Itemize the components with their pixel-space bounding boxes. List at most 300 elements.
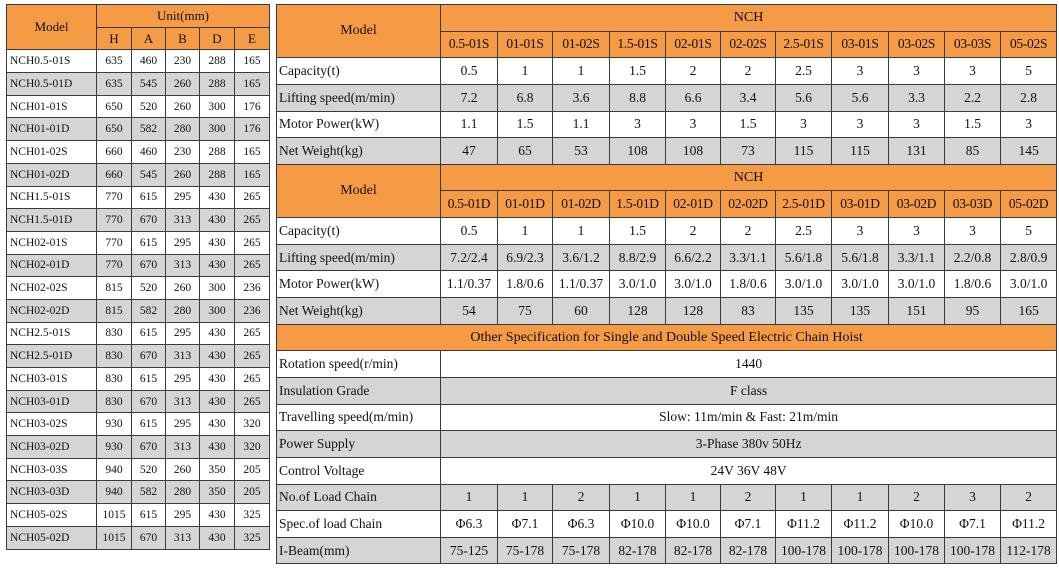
table-row (7, 277, 270, 300)
dimension-value: 430 (200, 504, 235, 527)
spec-value: 1 (441, 484, 498, 511)
spec-value: 1 (832, 484, 889, 511)
spec-value: Φ7.1 (498, 511, 553, 538)
table-row (7, 50, 270, 73)
spec-value: 85 (945, 138, 1001, 165)
spec-value: 3.0/1.0 (832, 271, 889, 298)
spec-value: 3 (776, 111, 832, 138)
dimension-value: 770 (97, 231, 132, 254)
spec-value: 0.5 (441, 58, 498, 85)
dimension-value: 830 (97, 345, 132, 368)
spec-value: Φ7.1 (945, 511, 1001, 538)
dimension-value: 313 (166, 209, 200, 232)
dimension-value: 770 (97, 254, 132, 277)
other-spec-row (277, 457, 1057, 484)
model-code: 03-01D (832, 191, 889, 218)
series-label: NCH (441, 164, 1057, 191)
dimension-value: 615 (132, 186, 166, 209)
spec-value: 2.2/0.8 (945, 244, 1001, 271)
spec-value: 3.3/1.1 (889, 244, 945, 271)
dimension-value: 1015 (97, 504, 132, 527)
dimension-value: 830 (97, 368, 132, 391)
dimension-value: 265 (235, 322, 270, 345)
spec-row (277, 111, 1057, 138)
chain-spec-row (277, 484, 1057, 511)
column-header: E (235, 27, 270, 50)
model-name: NCH05-02S (7, 504, 97, 527)
dimension-value: 660 (97, 163, 132, 186)
spec-value: 2 (666, 218, 721, 245)
spec-value: 6.9/2.3 (498, 244, 553, 271)
dimension-value: 236 (235, 299, 270, 322)
spec-value: 0.5 (441, 218, 498, 245)
dimension-value: 265 (235, 254, 270, 277)
spec-value: Φ11.2 (776, 511, 832, 538)
spec-value: 1440 (441, 351, 1057, 378)
dimension-value: 430 (200, 345, 235, 368)
dimension-value: 288 (200, 163, 235, 186)
model-code: 01-02S (553, 31, 610, 58)
dimension-value: 260 (166, 458, 200, 481)
dimension-value: 265 (235, 368, 270, 391)
chain-spec-row (277, 511, 1057, 538)
spec-value: 1 (776, 484, 832, 511)
spec-value: 3-Phase 380v 50Hz (441, 431, 1057, 458)
table-row (7, 458, 270, 481)
model-name: NCH02-02D (7, 299, 97, 322)
dimension-value: 650 (97, 95, 132, 118)
model-name: NCH01-02D (7, 163, 97, 186)
spec-value: 1 (610, 484, 666, 511)
spec-value: 3 (610, 111, 666, 138)
spec-value: Φ10.0 (889, 511, 945, 538)
spec-value: Φ7.1 (721, 511, 776, 538)
spec-value: 2.8/0.9 (1001, 244, 1057, 271)
table-row (7, 526, 270, 549)
spec-value: 7.2/2.4 (441, 244, 498, 271)
spec-value: 1.5 (610, 58, 666, 85)
spec-value: 3 (832, 218, 889, 245)
spec-label: Spec.of load Chain (277, 511, 441, 538)
unit-header: Unit(mm) (97, 5, 270, 28)
model-name: NCH03-03S (7, 458, 97, 481)
model-code: 01-01S (498, 31, 553, 58)
dimension-value: 582 (132, 481, 166, 504)
dimension-value: 615 (132, 322, 166, 345)
spec-value: 115 (832, 138, 889, 165)
spec-value: 3.0/1.0 (666, 271, 721, 298)
spec-value: 135 (776, 298, 832, 325)
model-name: NCH0.5-01S (7, 50, 97, 73)
spec-value: 1.1 (441, 111, 498, 138)
spec-value: 1.1/0.37 (553, 271, 610, 298)
dimension-value: 660 (97, 141, 132, 164)
dimension-value: 165 (235, 163, 270, 186)
model-name: NCH01-01D (7, 118, 97, 141)
spec-value: 3 (889, 58, 945, 85)
spec-value: 1.5 (945, 111, 1001, 138)
spec-label: Motor Power(kW) (277, 271, 441, 298)
dimension-value: 236 (235, 277, 270, 300)
dimension-value: 350 (200, 481, 235, 504)
dimension-value: 176 (235, 118, 270, 141)
model-name: NCH1.5-01D (7, 209, 97, 232)
spec-label: Capacity(t) (277, 218, 441, 245)
model-code: 03-02S (889, 31, 945, 58)
spec-value: Φ10.0 (610, 511, 666, 538)
model-code: 02-02D (721, 191, 776, 218)
table-row (7, 73, 270, 96)
dimension-value: 430 (200, 526, 235, 549)
spec-value: 3 (945, 218, 1001, 245)
model-code: 2.5-01D (776, 191, 832, 218)
spec-value: 3 (1001, 111, 1057, 138)
spec-label: Capacity(t) (277, 58, 441, 85)
table-row (7, 390, 270, 413)
single-speed-header-row (277, 5, 1057, 32)
dimension-value: 460 (132, 141, 166, 164)
other-spec-title: Other Specification for Single and Double Speed Electric Chain Hoist (277, 324, 1057, 351)
spec-value: 8.8 (610, 84, 666, 111)
spec-value: Φ10.0 (666, 511, 721, 538)
spec-value: 83 (721, 298, 776, 325)
dimension-value: 830 (97, 322, 132, 345)
model-code: 03-02D (889, 191, 945, 218)
table-row (7, 368, 270, 391)
model-label: Model (277, 164, 441, 217)
spec-value: 2 (553, 484, 610, 511)
spec-value: 112-178 (1001, 537, 1057, 564)
dimension-value: 320 (235, 436, 270, 459)
table-row (7, 481, 270, 504)
spec-label: No.of Load Chain (277, 484, 441, 511)
dimension-value: 313 (166, 526, 200, 549)
model-name: NCH2.5-01D (7, 345, 97, 368)
spec-value: 5.6 (832, 84, 889, 111)
table-row (7, 254, 270, 277)
series-label: NCH (441, 5, 1057, 32)
dimension-value: 670 (132, 254, 166, 277)
dimension-value: 265 (235, 231, 270, 254)
spec-value: 75-178 (553, 537, 610, 564)
spec-value: 3 (832, 58, 889, 85)
spec-value: 3 (889, 218, 945, 245)
spec-value: 75-178 (498, 537, 553, 564)
model-name: NCH2.5-01S (7, 322, 97, 345)
dimension-value: 670 (132, 209, 166, 232)
dimension-value: 940 (97, 481, 132, 504)
model-code: 0.5-01S (441, 31, 498, 58)
spec-value: 54 (441, 298, 498, 325)
spec-value: 3.6/1.2 (553, 244, 610, 271)
spec-value: 3.3 (889, 84, 945, 111)
spec-value: 145 (1001, 138, 1057, 165)
dimension-value: 670 (132, 436, 166, 459)
spec-value: 3.0/1.0 (776, 271, 832, 298)
dimension-value: 313 (166, 390, 200, 413)
dimension-value: 430 (200, 186, 235, 209)
dimension-value: 260 (166, 73, 200, 96)
dimension-value: 815 (97, 299, 132, 322)
spec-value: 1.5 (610, 218, 666, 245)
dimension-value: 265 (235, 345, 270, 368)
dimension-value: 582 (132, 299, 166, 322)
spec-value: 165 (1001, 298, 1057, 325)
model-code: 02-02S (721, 31, 776, 58)
spec-value: 1.8/0.6 (945, 271, 1001, 298)
model-code: 03-01S (832, 31, 889, 58)
table-row (7, 299, 270, 322)
spec-value: 3.4 (721, 84, 776, 111)
chain-spec-row (277, 537, 1057, 564)
spec-value: 1 (498, 484, 553, 511)
spec-value: 82-178 (666, 537, 721, 564)
dimension-value: 295 (166, 322, 200, 345)
spec-label: Rotation speed(r/min) (277, 351, 441, 378)
spec-value: 3 (945, 484, 1001, 511)
spec-value: 128 (610, 298, 666, 325)
spec-value: 1.5 (498, 111, 553, 138)
spec-label: Travelling speed(m/min) (277, 404, 441, 431)
model-name: NCH01-01S (7, 95, 97, 118)
dimension-value: 165 (235, 73, 270, 96)
dimension-header-row (7, 5, 270, 28)
dimension-value: 280 (166, 118, 200, 141)
dimension-value: 430 (200, 209, 235, 232)
dimension-value: 670 (132, 526, 166, 549)
dimension-value: 260 (166, 277, 200, 300)
dimension-value: 1015 (97, 526, 132, 549)
spec-value: 128 (666, 298, 721, 325)
model-name: NCH01-02S (7, 141, 97, 164)
dimension-value: 545 (132, 163, 166, 186)
model-name: NCH03-03D (7, 481, 97, 504)
column-header: H (97, 27, 132, 50)
dimension-value: 165 (235, 141, 270, 164)
dimension-value: 430 (200, 436, 235, 459)
dimension-value: 520 (132, 95, 166, 118)
spec-value: 2.8 (1001, 84, 1057, 111)
spec-value: 47 (441, 138, 498, 165)
spec-value: 1.8/0.6 (498, 271, 553, 298)
dimension-value: 615 (132, 368, 166, 391)
dimension-value: 313 (166, 436, 200, 459)
dimension-value: 430 (200, 413, 235, 436)
other-spec-row (277, 351, 1057, 378)
model-code: 02-01S (666, 31, 721, 58)
spec-value: 7.2 (441, 84, 498, 111)
dimension-value: 288 (200, 141, 235, 164)
spec-value: 151 (889, 298, 945, 325)
dimension-value: 295 (166, 504, 200, 527)
dimension-value: 615 (132, 413, 166, 436)
table-row (7, 186, 270, 209)
other-spec-row (277, 404, 1057, 431)
table-row (7, 436, 270, 459)
dimension-value: 670 (132, 345, 166, 368)
dimension-value: 313 (166, 345, 200, 368)
model-code: 05-02S (1001, 31, 1057, 58)
model-code: 1.5-01S (610, 31, 666, 58)
spec-label: Motor Power(kW) (277, 111, 441, 138)
spec-value: Φ11.2 (832, 511, 889, 538)
dimension-value: 770 (97, 209, 132, 232)
model-code: 0.5-01D (441, 191, 498, 218)
dimension-value: 300 (200, 277, 235, 300)
dimension-value: 430 (200, 390, 235, 413)
dimension-value: 830 (97, 390, 132, 413)
spec-row (277, 58, 1057, 85)
dimension-value: 288 (200, 50, 235, 73)
spec-value: Φ6.3 (441, 511, 498, 538)
dimension-value: 300 (200, 299, 235, 322)
spec-value: 5.6/1.8 (832, 244, 889, 271)
spec-value: 3.3/1.1 (721, 244, 776, 271)
dimension-value: 930 (97, 436, 132, 459)
spec-value: 100-178 (889, 537, 945, 564)
dimension-value: 300 (200, 95, 235, 118)
dimension-value: 313 (166, 254, 200, 277)
dimension-value: 460 (132, 50, 166, 73)
dimension-value: 280 (166, 299, 200, 322)
spec-value: 131 (889, 138, 945, 165)
dimension-value: 520 (132, 277, 166, 300)
spec-value: 2 (721, 484, 776, 511)
double-speed-header-row (277, 164, 1057, 191)
spec-value: 6.6/2.2 (666, 244, 721, 271)
dimension-value: 430 (200, 322, 235, 345)
dimension-value: 430 (200, 231, 235, 254)
spec-value: 3 (666, 111, 721, 138)
spec-value: 1 (666, 484, 721, 511)
model-code: 1.5-01D (610, 191, 666, 218)
spec-label: Control Voltage (277, 457, 441, 484)
spec-value: 100-178 (945, 537, 1001, 564)
table-row (7, 345, 270, 368)
dimension-value: 265 (235, 390, 270, 413)
spec-value: 3 (832, 111, 889, 138)
spec-value: 82-178 (610, 537, 666, 564)
spec-value: 108 (666, 138, 721, 165)
spec-label: Net Weight(kg) (277, 138, 441, 165)
spec-value: 1 (498, 58, 553, 85)
dimension-value: 295 (166, 231, 200, 254)
other-spec-row (277, 377, 1057, 404)
dimension-value: 295 (166, 186, 200, 209)
spec-label: Lifting speed(m/min) (277, 244, 441, 271)
dimension-value: 300 (200, 118, 235, 141)
spec-value: 24V 36V 48V (441, 457, 1057, 484)
model-name: NCH05-02D (7, 526, 97, 549)
spec-value: 1 (553, 58, 610, 85)
spec-value: 82-178 (721, 537, 776, 564)
spec-value: 2 (721, 58, 776, 85)
spec-value: 75 (498, 298, 553, 325)
spec-value: 6.6 (666, 84, 721, 111)
dimension-value: 230 (166, 50, 200, 73)
spec-value: 115 (776, 138, 832, 165)
spec-value: 3.6 (553, 84, 610, 111)
spec-row (277, 218, 1057, 245)
spec-label: I-Beam(mm) (277, 537, 441, 564)
dimension-value: 260 (166, 95, 200, 118)
spec-row (277, 271, 1057, 298)
dimension-value: 520 (132, 458, 166, 481)
dimension-value: 670 (132, 390, 166, 413)
spec-value: 2.5 (776, 58, 832, 85)
column-header: B (166, 27, 200, 50)
dimension-value: 615 (132, 504, 166, 527)
dimension-value: 280 (166, 481, 200, 504)
spec-label: Net Weight(kg) (277, 298, 441, 325)
spec-value: 135 (832, 298, 889, 325)
spec-value: 2 (721, 218, 776, 245)
spec-value: 6.8 (498, 84, 553, 111)
spec-value: 5.6/1.8 (776, 244, 832, 271)
model-code: 05-02D (1001, 191, 1057, 218)
table-row (7, 163, 270, 186)
dimension-value: 545 (132, 73, 166, 96)
other-spec-row (277, 431, 1057, 458)
dimension-value: 165 (235, 50, 270, 73)
spec-value: 1.1/0.37 (441, 271, 498, 298)
spec-value: 1 (498, 218, 553, 245)
spec-value: 2.5 (776, 218, 832, 245)
dimension-value: 230 (166, 141, 200, 164)
model-name: NCH02-01S (7, 231, 97, 254)
spec-value: 65 (498, 138, 553, 165)
dimension-value: 295 (166, 413, 200, 436)
dimension-value: 176 (235, 95, 270, 118)
spec-row (277, 84, 1057, 111)
spec-value: 95 (945, 298, 1001, 325)
table-row (7, 504, 270, 527)
other-title-row (277, 324, 1057, 351)
dimension-value: 930 (97, 413, 132, 436)
dimension-value: 295 (166, 368, 200, 391)
spec-value: 100-178 (832, 537, 889, 564)
dimension-value: 350 (200, 458, 235, 481)
spec-value: 5 (1001, 58, 1057, 85)
dimension-value: 582 (132, 118, 166, 141)
dimension-value: 635 (97, 50, 132, 73)
model-name: NCH03-01D (7, 390, 97, 413)
dimension-value: 265 (235, 209, 270, 232)
dimension-value: 430 (200, 254, 235, 277)
model-name: NCH02-01D (7, 254, 97, 277)
table-row (7, 141, 270, 164)
model-code: 03-03S (945, 31, 1001, 58)
spec-label: Insulation Grade (277, 377, 441, 404)
model-name: NCH03-02D (7, 436, 97, 459)
model-header: Model (7, 5, 97, 50)
spec-row (277, 298, 1057, 325)
model-name: NCH03-01S (7, 368, 97, 391)
dimension-value: 325 (235, 504, 270, 527)
spec-row (277, 244, 1057, 271)
spec-value: 3.0/1.0 (1001, 271, 1057, 298)
spec-value: 1 (553, 218, 610, 245)
spec-value: 73 (721, 138, 776, 165)
model-label: Model (277, 5, 441, 58)
spec-label: Power Supply (277, 431, 441, 458)
spec-value: 75-125 (441, 537, 498, 564)
spec-value: 2 (666, 58, 721, 85)
dimension-value: 260 (166, 163, 200, 186)
table-row (7, 118, 270, 141)
table-row (7, 413, 270, 436)
dimension-value: 325 (235, 526, 270, 549)
